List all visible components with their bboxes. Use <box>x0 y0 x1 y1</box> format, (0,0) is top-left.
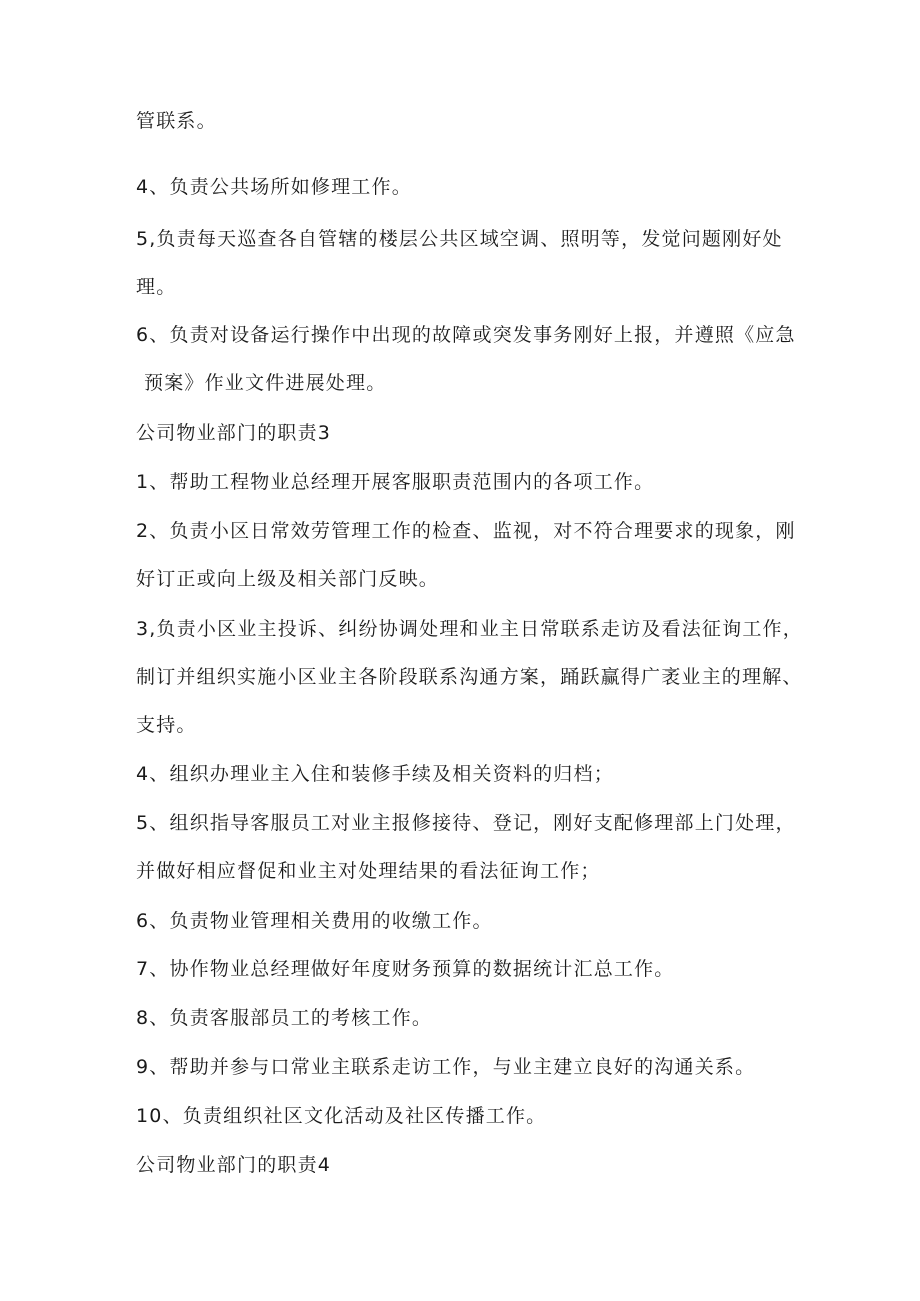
list-item-2-cont: 好订正或向上级及相关部门反映。 <box>136 568 440 590</box>
list-item-2: 2、负责小区日常效劳管理工作的检查、监视，对不符合理要求的现象，刚 <box>136 520 796 542</box>
list-item-7: 7、协作物业总经理做好年度财务预算的数据统计汇总工作。 <box>136 958 675 980</box>
list-item-4: 4、组织办理业主入住和装修手续及相关资料的归档； <box>136 763 614 785</box>
list-item-6-cont: 预案》作业文件进展处理。 <box>144 372 387 394</box>
list-item-3-cont: 制订并组织实施小区业主各阶段联系沟通方案，踊跃赢得广袤业主的理解、 <box>136 666 803 688</box>
paragraph-line: 管联系。 <box>136 110 217 132</box>
list-item-6: 6、负责对设备运行操作中出现的故障或突发事务刚好上报，并遵照《应急 <box>136 324 796 346</box>
list-item-10: 10、负责组织社区文化活动及社区传播工作。 <box>136 1105 547 1127</box>
list-item-4: 4、负责公共场所如修理工作。 <box>136 176 412 198</box>
list-item-3: 3,负责小区业主投诉、纠纷协调处理和业主日常联系走访及看法征询工作， <box>136 618 803 640</box>
list-item-1: 1、帮助工程物业总经理开展客服职责范围内的各项工作。 <box>136 471 655 493</box>
list-item-5-cont: 理。 <box>136 276 177 298</box>
section-heading-4: 公司物业部门的职责4 <box>136 1154 332 1176</box>
list-item-5: 5、组织指导客服员工对业主报修接待、登记，刚好支配修理部上门处理， <box>136 812 796 834</box>
list-item-6: 6、负责物业管理相关费用的收缴工作。 <box>136 910 493 932</box>
section-heading-3: 公司物业部门的职责3 <box>136 422 332 444</box>
list-item-5: 5,负责每天巡查各自管辖的楼层公共区域空调、照明等，发觉问题刚好处 <box>136 228 783 250</box>
list-item-8: 8、负责客服部员工的考核工作。 <box>136 1007 433 1029</box>
list-item-5-cont: 并做好相应督促和业主对处理结果的看法征询工作； <box>136 860 601 882</box>
list-item-9: 9、帮助并参与口常业主联系走访工作，与业主建立良好的沟通关系。 <box>136 1056 756 1078</box>
list-item-3-cont: 支持。 <box>136 714 197 736</box>
